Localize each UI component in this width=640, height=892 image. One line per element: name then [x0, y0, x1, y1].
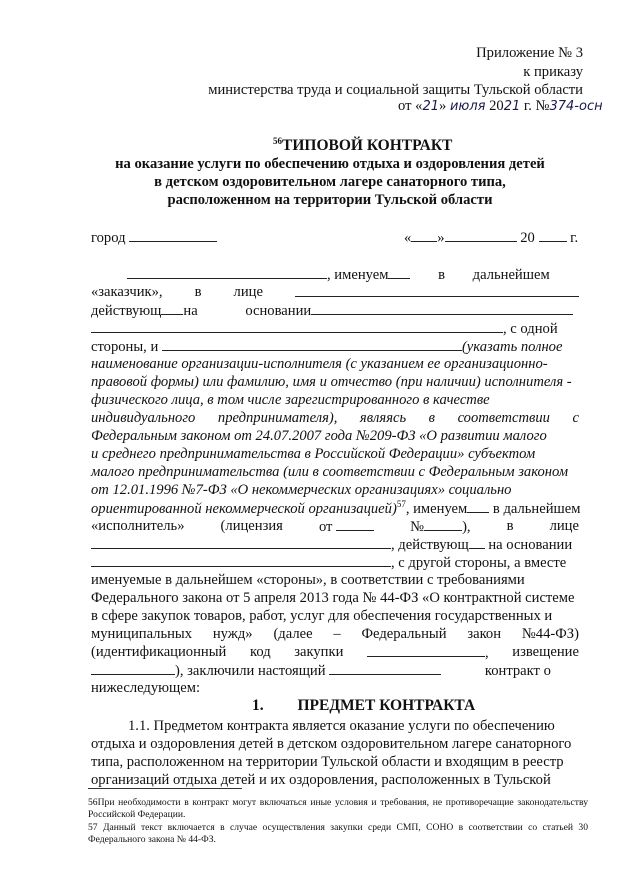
text-federal: Федеральный — [361, 626, 447, 642]
text-law: закон — [467, 626, 502, 642]
text-needs: нужд» — [212, 626, 253, 642]
named-suffix-blank-2 — [467, 499, 489, 513]
instruction-line-5: Федеральным законом от 24.07.2007 года №209-ФЗ «О развитии малого — [91, 428, 547, 444]
year-suffix: г. — [570, 230, 579, 246]
para-line-4 — [91, 625, 579, 643]
text-purchase: закупки — [294, 644, 344, 660]
text-notice: извещение — [512, 644, 579, 660]
text-v: в — [194, 284, 202, 300]
text-acting: действующ — [91, 303, 162, 319]
customer-name-blank — [127, 265, 327, 279]
text-in-2: в — [428, 410, 435, 426]
para-line-6 — [91, 661, 579, 680]
footnote-57: 57 Данный текст включается в случае осуществления закупки среди СМП, СОНО в соответствии со статьей 30 Федерального закона № 44-ФЗ. — [88, 822, 588, 845]
title-line-1: на оказание услуги по обеспечению отдыха и оздоровления детей — [115, 156, 545, 172]
date-mid: » — [438, 98, 447, 114]
instruction-line-8: от 12.01.1996 №7-ФЗ «О некоммерческих организациях» социально — [91, 482, 512, 498]
city-blank — [129, 228, 217, 242]
acting-suffix-blank — [161, 301, 183, 315]
date-year-prefix: 20 — [489, 98, 504, 114]
purchase-code-blank — [367, 643, 485, 657]
para-line-5 — [91, 643, 579, 662]
year-prefix: 20 — [520, 230, 535, 246]
date-suffix: г. № — [523, 98, 550, 114]
date-day-handwritten: 21 — [422, 99, 439, 114]
text-contract-about: контракт о — [484, 663, 551, 679]
city-label — [91, 228, 217, 247]
to-order-label: к приказу — [523, 64, 583, 80]
party1-line-1 — [91, 265, 579, 284]
text-concluded: ), заключили настоящий — [175, 663, 326, 679]
section-1-line-4: организаций отдыха детей и их оздоровления, расположенных в Тульской — [91, 772, 551, 788]
text-acting-2: , действующ — [391, 537, 469, 553]
text-license: (лицензия — [220, 518, 283, 534]
text-sides-and: стороны, и — [91, 339, 159, 355]
text-face: лице — [233, 284, 263, 300]
order-number-handwritten: 374-осн — [549, 99, 603, 114]
date-prefix: от « — [398, 98, 423, 114]
text-comma: , — [485, 645, 489, 661]
para-line-2: Федерального закона от 5 апреля 2013 года № 44-ФЗ «О контрактной системе — [91, 590, 575, 606]
party1-line-3 — [91, 301, 579, 320]
section-1-line-3: типа, расположенном на территории Тульской области и входящим в реестр — [91, 754, 564, 770]
para-line-3: в сфере закупок товаров, работ, услуг для обеспечения государственных и — [91, 608, 553, 624]
year-blank — [539, 228, 567, 242]
notice-blank — [91, 661, 175, 675]
text-number-sign: № — [410, 519, 425, 535]
concluded-blank — [329, 661, 441, 675]
section-1-title: ПРЕДМЕТ КОНТРАКТА — [297, 697, 476, 714]
party2-line-2 — [91, 535, 579, 554]
contract-date — [404, 228, 578, 247]
appendix-label: Приложение № 3 — [476, 45, 583, 61]
city-text: город — [91, 230, 126, 246]
date-year-handwritten: 21 — [503, 99, 521, 114]
text-socially-oriented: ориентированной некоммерческой организацией) — [91, 501, 397, 517]
text-further: дальнейшем — [472, 267, 550, 283]
section-1-line-1: 1.1. Предметом контракта является оказание услуги по обеспечению — [128, 718, 555, 734]
text-dash: – — [333, 626, 341, 642]
executor-name-blank — [162, 337, 462, 351]
party1-line-2 — [91, 283, 579, 301]
license-number-blank — [424, 517, 462, 531]
contract-title — [273, 137, 452, 155]
date-open-quote: « — [404, 230, 412, 246]
para-line-1: именуемые в дальнейшем «стороны», в соответствии с требованиями — [91, 572, 525, 588]
section-1-number: 1. — [252, 697, 264, 714]
party2-line-3 — [91, 553, 579, 572]
text-in: в — [438, 267, 446, 283]
text-identification: (идентификационный — [91, 644, 227, 660]
text-one-side: , с одной — [503, 321, 558, 337]
text-hereinafter: (далее — [273, 626, 313, 642]
instruction-line-1: наименование организации-исполнителя (с указанием ее организационно- — [91, 356, 548, 372]
text-basis: основании — [245, 303, 312, 319]
text-44fz: №44-ФЗ) — [521, 626, 579, 642]
party1-line-5 — [91, 337, 579, 356]
party2-line-1 — [91, 517, 579, 536]
month-blank — [445, 228, 517, 242]
text-on-basis: на основании — [488, 537, 573, 553]
instruction-line-2: правовой формы) или фамилию, имя и отчество (при наличии) исполнителя - — [91, 374, 572, 390]
text-code: код — [249, 644, 271, 660]
text-from: от — [318, 519, 333, 535]
instruction-line-4 — [91, 409, 579, 427]
party1-line-4 — [91, 319, 579, 338]
text-executor: «исполнитель» — [91, 518, 185, 534]
text-close-paren: ), — [462, 519, 471, 535]
basis-blank — [311, 301, 573, 315]
executor-rep-blank — [91, 535, 391, 549]
ministry-label: министерства труда и социальной защиты Тульской области — [208, 82, 583, 98]
executor-basis-blank — [91, 553, 391, 567]
text-specify-full: (указать полное — [461, 339, 563, 355]
text-with: с — [572, 410, 579, 426]
title-line-2: в детском оздоровительном лагере санаторного типа, — [154, 174, 506, 190]
footnote-56: 56При необходимости в контракт могут включаться иные условия и требования, не противоречащие законодательству Российской Федерации. — [88, 797, 588, 820]
instruction-line-7: малого предпринимательства (или в соответствии с Федеральным законом — [91, 464, 569, 480]
instruction-line-6: и среднего предпринимательства в Российской Федерации» субъектом — [91, 446, 536, 462]
text-individual: индивидуального — [91, 410, 196, 426]
text-on: на — [183, 303, 198, 319]
acting-suffix-blank-2 — [469, 535, 485, 549]
order-date-line — [398, 97, 603, 116]
text-customer: «заказчик», — [91, 284, 163, 300]
text-face-2: лице — [549, 518, 579, 534]
basis-continued-blank — [91, 319, 503, 333]
text-being: являясь — [359, 410, 407, 426]
para-line-7: нижеследующем: — [91, 680, 201, 696]
text-other-side: , с другой стороны, а вместе — [391, 555, 567, 571]
title-footnote-mark: 56 — [273, 135, 282, 146]
representative-blank — [295, 283, 579, 297]
text-accordance: соответствии — [457, 410, 550, 426]
text-v-2: в — [506, 518, 514, 534]
footnote-separator — [88, 788, 242, 789]
day-blank — [411, 228, 437, 242]
title-main: ТИПОВОЙ КОНТРАКТ — [282, 137, 453, 154]
text-further-2: в дальнейшем — [492, 501, 581, 517]
text-named-2: , именуем — [405, 501, 468, 517]
section-1-line-2: отдыха и оздоровления детей в детском оздоровительном лагере санаторного — [91, 736, 572, 752]
license-date-blank — [336, 517, 374, 531]
text-municipal: муниципальных — [91, 626, 193, 642]
text-named: , именуем — [327, 267, 389, 283]
section-1-heading — [252, 697, 475, 715]
date-month-handwritten: июля — [449, 99, 486, 114]
title-line-3: расположенном на территории Тульской области — [167, 192, 493, 208]
date-close-quote: » — [437, 230, 445, 246]
instruction-line-3: физического лица, в том числе зарегистрированного в качестве — [91, 392, 490, 408]
named-suffix-blank — [388, 265, 410, 279]
text-entrepreneur: предпринимателя), — [217, 410, 338, 426]
instruction-line-9 — [91, 499, 579, 518]
footnote-57-mark: 57 — [396, 499, 406, 510]
